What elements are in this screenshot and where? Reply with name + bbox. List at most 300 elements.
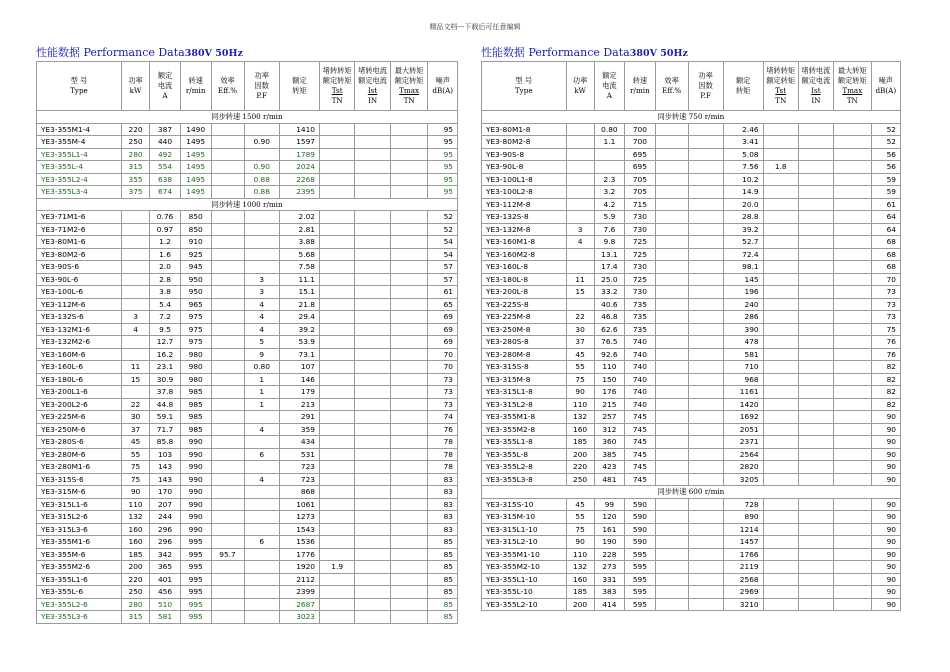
cell-rpm: 975	[180, 311, 211, 324]
cell-a: 25.0	[594, 273, 625, 286]
cell-ist	[798, 323, 833, 336]
cell-kw	[121, 211, 149, 224]
cell-tmax	[390, 123, 428, 136]
cell-tst	[763, 298, 798, 311]
cell-pf: 5	[244, 336, 279, 349]
cell-ist	[355, 423, 390, 436]
cell-tmax	[390, 611, 428, 624]
cell-tst	[320, 598, 355, 611]
cell-tmax	[834, 561, 872, 574]
cell-rpm: 725	[625, 273, 656, 286]
cell-model: YE3-280S-8	[482, 336, 567, 349]
cell-tst	[763, 323, 798, 336]
cell-a: 385	[594, 448, 625, 461]
cell-kw: 160	[566, 573, 594, 586]
cell-eff	[211, 173, 244, 186]
cell-pf	[244, 148, 279, 161]
cell-tst	[320, 498, 355, 511]
cell-ist	[355, 148, 390, 161]
cell-a: 638	[150, 173, 181, 186]
cell-tst	[320, 611, 355, 624]
cell-ist	[355, 611, 390, 624]
cell-tmax	[834, 198, 872, 211]
cell-pf	[688, 161, 723, 174]
cell-eff	[655, 186, 688, 199]
cell-model: YE3-225M-8	[482, 311, 567, 324]
cell-tst	[320, 511, 355, 524]
cell-db: 73	[428, 373, 458, 386]
header-eff-line: Eff.%	[217, 86, 238, 95]
cell-tq: 2.02	[279, 211, 319, 224]
cell-db: 78	[428, 461, 458, 474]
table-row	[37, 211, 458, 224]
cell-rpm: 1495	[180, 136, 211, 149]
cell-pf: 6	[244, 448, 279, 461]
cell-pf	[244, 498, 279, 511]
header-tst-line: TN	[331, 96, 343, 105]
cell-rpm: 730	[625, 223, 656, 236]
cell-pf	[688, 561, 723, 574]
cell-a: 190	[594, 536, 625, 549]
cell-tst	[320, 461, 355, 474]
cell-ist	[355, 123, 390, 136]
cell-tmax	[834, 536, 872, 549]
header-ist	[798, 62, 833, 111]
cell-rpm: 740	[625, 373, 656, 386]
header-speed-line: r/min	[630, 86, 650, 95]
cell-tst	[320, 361, 355, 374]
cell-eff	[211, 386, 244, 399]
cell-pf: 0.88	[244, 186, 279, 199]
cell-a: 312	[594, 423, 625, 436]
cell-kw: 75	[121, 473, 149, 486]
table-row	[37, 286, 458, 299]
header-tmax-line: Tmax	[399, 86, 420, 95]
cell-pf: 6	[244, 536, 279, 549]
cell-pf: 0.88	[244, 173, 279, 186]
cell-tmax	[834, 298, 872, 311]
cell-model: YE3-315L2-8	[482, 398, 567, 411]
table-row	[482, 523, 901, 536]
cell-tmax	[834, 498, 872, 511]
cell-db: 95	[428, 173, 458, 186]
cell-eff	[655, 236, 688, 249]
cell-rpm: 995	[180, 548, 211, 561]
cell-tq: 2564	[723, 448, 763, 461]
cell-ist	[355, 411, 390, 424]
header-ist-line: 堵转电流	[358, 66, 387, 75]
cell-tst	[763, 461, 798, 474]
cell-model: YE3-71M1-6	[37, 211, 122, 224]
cell-model: YE3-280S-6	[37, 436, 122, 449]
cell-eff	[655, 273, 688, 286]
cell-eff	[655, 248, 688, 261]
cell-ist	[798, 348, 833, 361]
section-label: 同步转速 1000 r/min	[37, 198, 458, 211]
cell-tst	[320, 573, 355, 586]
table-row	[37, 498, 458, 511]
cell-kw: 45	[566, 348, 594, 361]
cell-tq: 1597	[279, 136, 319, 149]
cell-tmax	[834, 236, 872, 249]
header-current-line: A	[162, 91, 168, 100]
cell-tst	[763, 198, 798, 211]
table-row	[482, 223, 901, 236]
cell-db: 75	[871, 323, 900, 336]
header-tst-line: 堵转转矩	[322, 66, 352, 75]
cell-kw	[566, 211, 594, 224]
cell-eff	[211, 586, 244, 599]
cell-tq: 2.81	[279, 223, 319, 236]
table-row	[37, 473, 458, 486]
cell-a: 7.2	[150, 311, 181, 324]
table-row	[37, 261, 458, 274]
cell-kw	[121, 386, 149, 399]
cell-kw: 315	[121, 161, 149, 174]
cell-ist	[798, 148, 833, 161]
cell-eff	[211, 573, 244, 586]
table-row	[482, 511, 901, 524]
right-title	[481, 44, 688, 60]
cell-pf	[688, 398, 723, 411]
cell-tst	[320, 211, 355, 224]
header-current-line: 额定	[157, 71, 173, 80]
cell-rpm: 700	[625, 136, 656, 149]
cell-tmax	[834, 348, 872, 361]
table-row	[37, 573, 458, 586]
cell-db: 61	[871, 198, 900, 211]
table-row	[37, 373, 458, 386]
header-power-line: kW	[574, 86, 586, 95]
cell-tmax	[834, 248, 872, 261]
cell-kw	[121, 348, 149, 361]
cell-pf: 9	[244, 348, 279, 361]
cell-a: 273	[594, 561, 625, 574]
cell-tmax	[834, 261, 872, 274]
cell-db: 90	[871, 536, 900, 549]
cell-rpm: 590	[625, 511, 656, 524]
cell-kw: 220	[121, 123, 149, 136]
cell-db: 90	[871, 461, 900, 474]
cell-pf	[244, 573, 279, 586]
cell-ist	[355, 523, 390, 536]
cell-model: YE3-90S-8	[482, 148, 567, 161]
cell-tmax	[834, 361, 872, 374]
cell-a: 365	[150, 561, 181, 574]
cell-kw: 160	[121, 536, 149, 549]
cell-tst	[320, 348, 355, 361]
cell-model: YE3-112M-8	[482, 198, 567, 211]
cell-tq: 723	[279, 461, 319, 474]
left-performance-table	[36, 61, 458, 624]
cell-a: 207	[150, 498, 181, 511]
header-tmax-line: TN	[846, 96, 858, 105]
cell-rpm: 965	[180, 298, 211, 311]
cell-tst	[763, 223, 798, 236]
cell-pf	[688, 198, 723, 211]
table-row	[37, 511, 458, 524]
cell-eff	[655, 323, 688, 336]
cell-model: YE3-355L2-6	[37, 598, 122, 611]
cell-tq: 1543	[279, 523, 319, 536]
right-title-bold: 380V 50Hz	[629, 48, 688, 59]
cell-tmax	[834, 286, 872, 299]
cell-db: 90	[871, 448, 900, 461]
cell-tmax	[390, 173, 428, 186]
cell-a: 17.4	[594, 261, 625, 274]
cell-rpm: 990	[180, 448, 211, 461]
cell-eff	[211, 373, 244, 386]
cell-tmax	[390, 586, 428, 599]
cell-tst	[763, 236, 798, 249]
cell-kw: 132	[566, 561, 594, 574]
cell-kw: 30	[566, 323, 594, 336]
cell-tq: 3210	[723, 598, 763, 611]
cell-tmax	[834, 461, 872, 474]
table-header-row	[37, 62, 458, 111]
cell-ist	[798, 448, 833, 461]
cell-kw: 110	[566, 548, 594, 561]
cell-tq: 20.0	[723, 198, 763, 211]
cell-kw: 75	[121, 461, 149, 474]
cell-db: 57	[428, 261, 458, 274]
cell-rpm: 995	[180, 586, 211, 599]
table-row	[37, 423, 458, 436]
cell-tq: 478	[723, 336, 763, 349]
cell-ist	[355, 186, 390, 199]
cell-tmax	[390, 186, 428, 199]
cell-db: 90	[871, 473, 900, 486]
cell-tst	[763, 548, 798, 561]
cell-db: 90	[871, 586, 900, 599]
cell-tmax	[390, 273, 428, 286]
cell-ist	[355, 586, 390, 599]
cell-tmax	[390, 361, 428, 374]
table-row	[482, 248, 901, 261]
cell-tmax	[834, 548, 872, 561]
cell-ist	[798, 173, 833, 186]
cell-kw: 22	[566, 311, 594, 324]
cell-model: YE3-355L1-6	[37, 573, 122, 586]
cell-tmax	[834, 161, 872, 174]
cell-model: YE3-225S-8	[482, 298, 567, 311]
cell-db: 54	[428, 248, 458, 261]
table-row	[482, 261, 901, 274]
cell-kw: 55	[566, 361, 594, 374]
cell-tq: 1061	[279, 498, 319, 511]
cell-a: 5.4	[150, 298, 181, 311]
cell-eff	[211, 148, 244, 161]
cell-eff	[655, 586, 688, 599]
cell-kw: 220	[566, 461, 594, 474]
cell-tst: 1.9	[320, 561, 355, 574]
table-row	[482, 161, 901, 174]
cell-model: YE3-132M1-6	[37, 323, 122, 336]
cell-db: 85	[428, 598, 458, 611]
header-pf-line: 功率	[698, 71, 713, 80]
cell-pf	[688, 136, 723, 149]
header-power-line: 功率	[572, 76, 588, 85]
cell-tmax	[390, 511, 428, 524]
cell-model: YE3-250M-6	[37, 423, 122, 436]
header-speed-line: 转速	[188, 76, 203, 85]
cell-db: 68	[871, 261, 900, 274]
cell-rpm: 740	[625, 386, 656, 399]
cell-tq: 196	[723, 286, 763, 299]
cell-tq: 1273	[279, 511, 319, 524]
cell-a: 30.9	[150, 373, 181, 386]
cell-eff	[655, 436, 688, 449]
cell-a: 23.1	[150, 361, 181, 374]
cell-rpm: 730	[625, 261, 656, 274]
cell-pf: 1	[244, 386, 279, 399]
cell-tmax	[834, 411, 872, 424]
cell-kw: 185	[121, 548, 149, 561]
cell-rpm: 985	[180, 411, 211, 424]
cell-a: 0.76	[150, 211, 181, 224]
cell-rpm: 985	[180, 398, 211, 411]
cell-tst	[763, 511, 798, 524]
cell-tq: 39.2	[279, 323, 319, 336]
cell-pf	[244, 486, 279, 499]
cell-tmax	[390, 473, 428, 486]
cell-tq: 213	[279, 398, 319, 411]
table-row	[482, 136, 901, 149]
cell-tq: 1410	[279, 123, 319, 136]
cell-tq: 11.1	[279, 273, 319, 286]
cell-kw: 160	[566, 423, 594, 436]
cell-model: YE3-132S-8	[482, 211, 567, 224]
cell-rpm: 995	[180, 536, 211, 549]
cell-eff	[211, 473, 244, 486]
cell-db: 85	[428, 611, 458, 624]
cell-kw	[121, 273, 149, 286]
cell-tq: 3.41	[723, 136, 763, 149]
cell-tq: 434	[279, 436, 319, 449]
cell-eff	[211, 486, 244, 499]
cell-tq: 2399	[279, 586, 319, 599]
cell-tst	[763, 273, 798, 286]
page-header: 精品文档---下载后可任意编辑	[429, 23, 521, 31]
cell-db: 82	[871, 386, 900, 399]
cell-ist	[355, 273, 390, 286]
table-row	[37, 448, 458, 461]
cell-tst	[763, 373, 798, 386]
header-noise-line: 噪声	[435, 76, 450, 85]
cell-a: 9.5	[150, 323, 181, 336]
table-row	[37, 461, 458, 474]
cell-tq: 29.4	[279, 311, 319, 324]
cell-tq: 2568	[723, 573, 763, 586]
cell-pf	[688, 286, 723, 299]
cell-tq: 52.7	[723, 236, 763, 249]
cell-a: 2.8	[150, 273, 181, 286]
section-row	[482, 111, 901, 124]
cell-tst	[320, 536, 355, 549]
table-row	[482, 461, 901, 474]
cell-a: 9.8	[594, 236, 625, 249]
cell-db: 76	[871, 348, 900, 361]
cell-rpm: 705	[625, 173, 656, 186]
cell-rpm: 975	[180, 323, 211, 336]
cell-eff	[211, 611, 244, 624]
cell-tmax	[834, 436, 872, 449]
cell-tmax	[390, 261, 428, 274]
cell-db: 52	[428, 223, 458, 236]
cell-db: 90	[871, 548, 900, 561]
cell-tst	[320, 223, 355, 236]
cell-pf	[244, 236, 279, 249]
cell-rpm: 1490	[180, 123, 211, 136]
cell-a: 143	[150, 461, 181, 474]
cell-pf	[688, 473, 723, 486]
cell-a: 0.97	[150, 223, 181, 236]
cell-tmax	[834, 386, 872, 399]
cell-kw: 220	[121, 573, 149, 586]
cell-ist	[355, 136, 390, 149]
cell-rpm: 995	[180, 598, 211, 611]
cell-rpm: 975	[180, 336, 211, 349]
header-noise-line: dB(A)	[432, 86, 454, 95]
header-tmax-line: 额定转矩	[837, 76, 867, 85]
cell-model: YE3-315S-6	[37, 473, 122, 486]
cell-rpm: 745	[625, 423, 656, 436]
cell-model: YE3-200L-8	[482, 286, 567, 299]
cell-tmax	[390, 311, 428, 324]
cell-ist	[798, 161, 833, 174]
cell-model: YE3-355L3-6	[37, 611, 122, 624]
cell-pf	[244, 586, 279, 599]
cell-db: 74	[428, 411, 458, 424]
cell-kw: 55	[566, 511, 594, 524]
cell-eff	[211, 286, 244, 299]
cell-model: YE3-200L1-6	[37, 386, 122, 399]
cell-db: 85	[428, 536, 458, 549]
header-tmax	[834, 62, 872, 111]
cell-tst	[320, 236, 355, 249]
cell-kw	[121, 286, 149, 299]
table-row	[482, 498, 901, 511]
table-row	[482, 423, 901, 436]
header-torque	[279, 62, 319, 111]
cell-eff	[655, 411, 688, 424]
cell-model: YE3-355M1-4	[37, 123, 122, 136]
cell-tst	[763, 523, 798, 536]
cell-kw: 15	[121, 373, 149, 386]
table-row	[482, 323, 901, 336]
cell-ist	[355, 536, 390, 549]
cell-db: 90	[871, 436, 900, 449]
cell-a: 3.2	[594, 186, 625, 199]
cell-eff	[211, 236, 244, 249]
cell-tmax	[390, 236, 428, 249]
cell-tq: 2969	[723, 586, 763, 599]
cell-ist	[355, 298, 390, 311]
cell-model: YE3-100L-6	[37, 286, 122, 299]
cell-model: YE3-112M-6	[37, 298, 122, 311]
table-row	[482, 298, 901, 311]
cell-pf	[688, 373, 723, 386]
cell-ist	[355, 436, 390, 449]
cell-a: 360	[594, 436, 625, 449]
cell-tmax	[834, 373, 872, 386]
cell-model: YE3-225M-6	[37, 411, 122, 424]
table-row	[37, 436, 458, 449]
header-tmax-line: TN	[403, 96, 415, 105]
cell-db: 90	[871, 423, 900, 436]
cell-kw: 250	[121, 586, 149, 599]
cell-db: 61	[428, 286, 458, 299]
